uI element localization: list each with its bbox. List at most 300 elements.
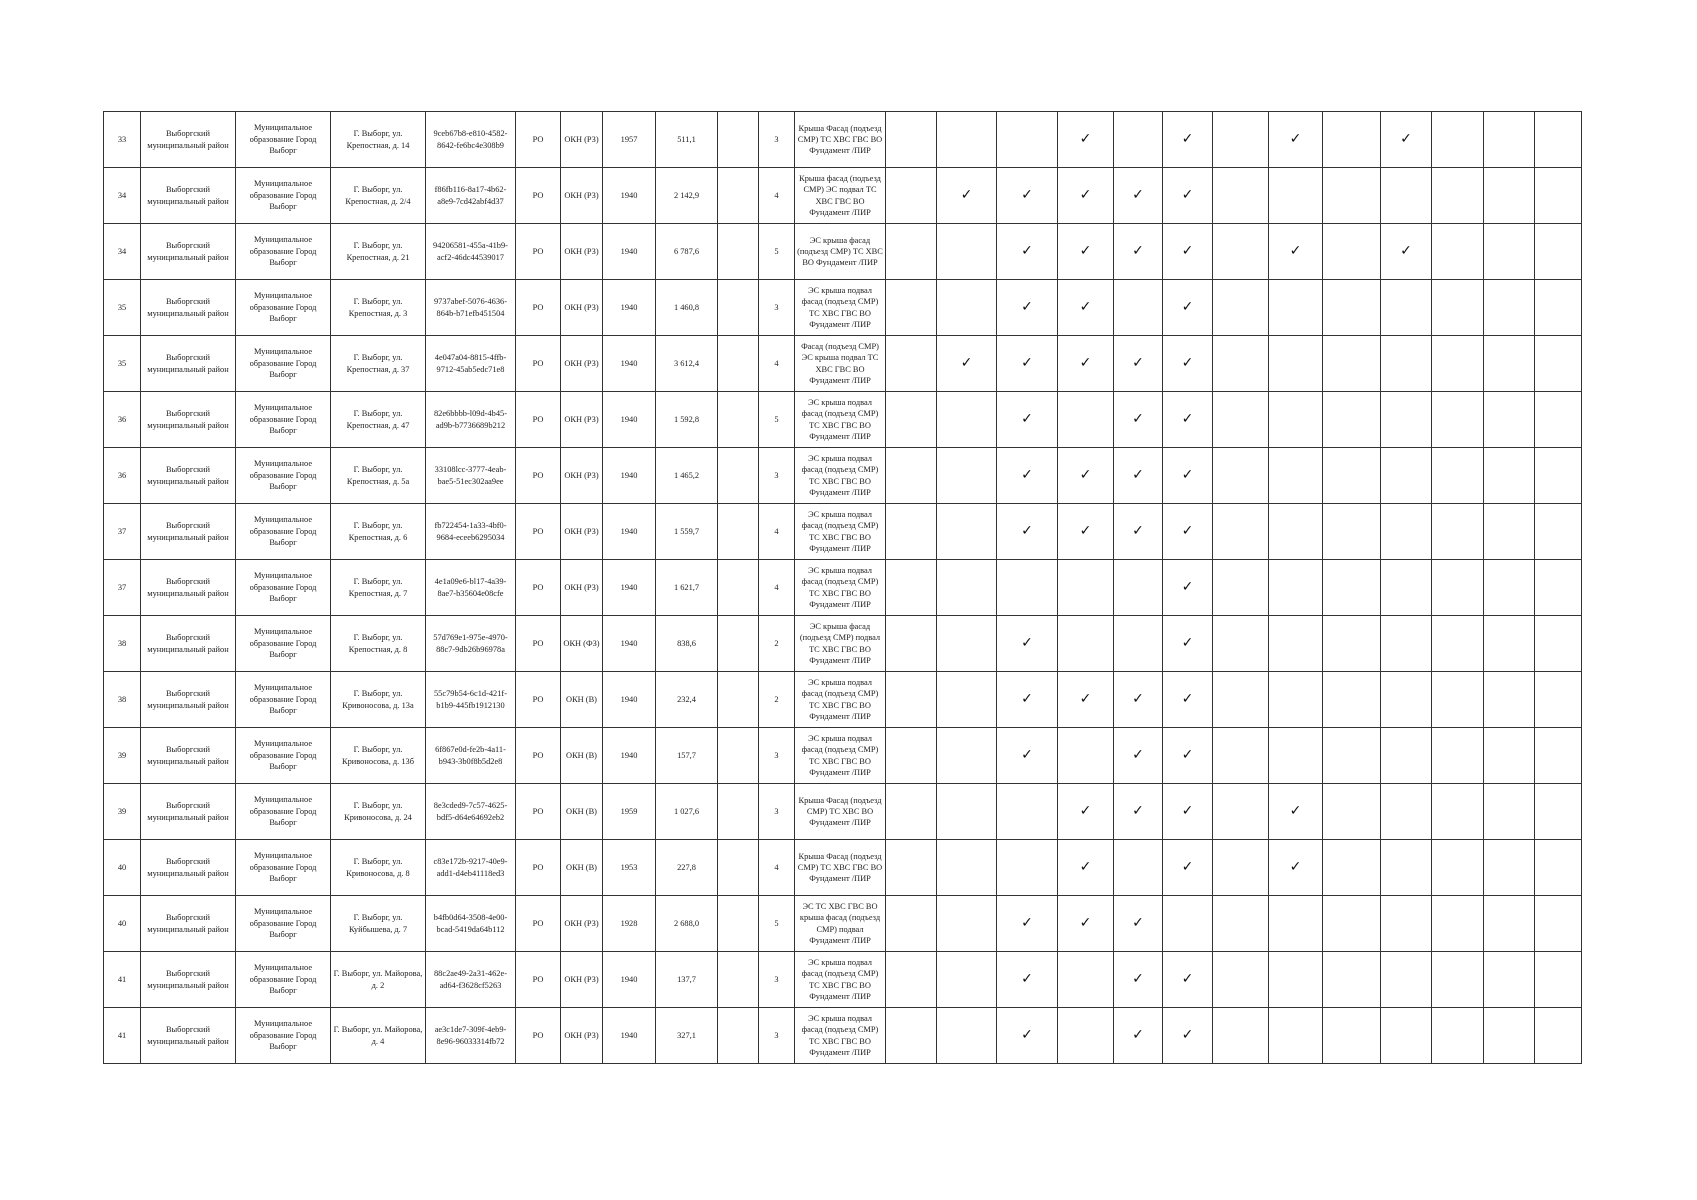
floors-cell: 4 <box>759 504 795 560</box>
check-cell-empty <box>1323 952 1381 1008</box>
check-cell-empty <box>937 784 997 840</box>
area-cell: 1 621,7 <box>656 560 718 616</box>
check-cell-empty <box>1269 1008 1323 1064</box>
check-mark-icon: ✓ <box>997 224 1058 280</box>
area-cell: 511,1 <box>656 112 718 168</box>
check-cell-empty <box>1269 336 1323 392</box>
row-number: 37 <box>104 560 141 616</box>
building-id-cell: 6f867e0d-fe2b-4a11-b943-3b0f8b5d2e8 <box>426 728 516 784</box>
works-list-cell: ЭС крыша подвал фасад (подъезд СМР) ТС ХВС ГВС ВО Фундамент /ПИР <box>795 448 886 504</box>
build-year-cell: 1940 <box>603 952 656 1008</box>
check-mark-icon: ✓ <box>1269 112 1323 168</box>
building-id-cell: 9ceb67b8-e810-4582-8642-fe6bc4e308b9 <box>426 112 516 168</box>
building-id-cell: 9737abef-5076-4636-864b-b71efb451504 <box>426 280 516 336</box>
check-cell-empty <box>937 896 997 952</box>
building-id-cell: c83e172b-9217-40e9-add1-d4eb41118ed3 <box>426 840 516 896</box>
check-cell-empty <box>1381 728 1432 784</box>
building-id-cell: 57d769e1-975e-4970-88c7-9db26b96978a <box>426 616 516 672</box>
funding-form-cell: РО <box>516 616 561 672</box>
build-year-cell: 1940 <box>603 168 656 224</box>
heritage-status-cell: ОКН (РЗ) <box>561 336 603 392</box>
check-cell-empty <box>1323 168 1381 224</box>
check-cell-empty <box>1269 728 1323 784</box>
check-cell-empty <box>1323 616 1381 672</box>
check-cell-empty <box>1432 784 1484 840</box>
funding-form-cell: РО <box>516 224 561 280</box>
row-number: 35 <box>104 336 141 392</box>
funding-form-cell: РО <box>516 896 561 952</box>
floors-cell: 2 <box>759 672 795 728</box>
empty-cell <box>718 840 759 896</box>
row-number: 37 <box>104 504 141 560</box>
check-cell-empty <box>1114 280 1163 336</box>
floors-cell: 4 <box>759 560 795 616</box>
area-cell: 2 142,9 <box>656 168 718 224</box>
check-cell-empty <box>937 672 997 728</box>
address-cell: Г. Выборг, ул. Крепостная, д. 6 <box>331 504 426 560</box>
check-mark-icon: ✓ <box>1163 952 1213 1008</box>
district-cell: Выборгский муниципальный район <box>141 224 236 280</box>
check-cell-empty <box>1432 616 1484 672</box>
works-list-cell: ЭС крыша подвал фасад (подъезд СМР) ТС ХВС ГВС ВО Фундамент /ПИР <box>795 728 886 784</box>
heritage-status-cell: ОКН (РЗ) <box>561 448 603 504</box>
area-cell: 1 460,8 <box>656 280 718 336</box>
heritage-status-cell: ОКН (РЗ) <box>561 560 603 616</box>
check-cell-empty <box>886 280 937 336</box>
check-cell-empty <box>1432 168 1484 224</box>
check-mark-icon: ✓ <box>1114 784 1163 840</box>
check-cell-empty <box>1381 896 1432 952</box>
check-cell-empty <box>1381 952 1432 1008</box>
check-mark-icon: ✓ <box>997 504 1058 560</box>
area-cell: 1 559,7 <box>656 504 718 560</box>
table-row <box>104 896 1582 952</box>
empty-cell <box>718 560 759 616</box>
empty-cell <box>718 896 759 952</box>
check-mark-icon: ✓ <box>1163 336 1213 392</box>
empty-cell <box>718 672 759 728</box>
table-body <box>104 112 1582 1064</box>
check-cell-empty <box>886 392 937 448</box>
check-mark-icon: ✓ <box>1381 112 1432 168</box>
municipality-cell: Муниципальное образование Город Выборг <box>236 1008 331 1064</box>
building-id-cell: 33108lcc-3777-4eab-bae5-51ec302aa9ee <box>426 448 516 504</box>
check-mark-icon: ✓ <box>1163 168 1213 224</box>
table-row <box>104 952 1582 1008</box>
works-list-cell: Крыша Фасад (подъезд СМР) ТС ХВС ГВС ВО Фундамент /ПИР <box>795 112 886 168</box>
check-cell-empty <box>886 952 937 1008</box>
check-cell-empty <box>1213 392 1269 448</box>
address-cell: Г. Выборг, ул. Кривоносова, д. 8 <box>331 840 426 896</box>
check-cell-empty <box>937 112 997 168</box>
check-cell-empty <box>1323 392 1381 448</box>
municipality-cell: Муниципальное образование Город Выборг <box>236 392 331 448</box>
check-cell-empty <box>1323 784 1381 840</box>
check-cell-empty <box>1535 728 1582 784</box>
floors-cell: 3 <box>759 112 795 168</box>
empty-cell <box>718 392 759 448</box>
check-cell-empty <box>1381 784 1432 840</box>
check-mark-icon: ✓ <box>1163 784 1213 840</box>
check-cell-empty <box>1114 560 1163 616</box>
check-cell-empty <box>1535 952 1582 1008</box>
building-id-cell: fb722454-1a33-4bf0-9684-eceeb6295034 <box>426 504 516 560</box>
table-row <box>104 840 1582 896</box>
district-cell: Выборгский муниципальный район <box>141 112 236 168</box>
works-list-cell: Фасад (подъезд СМР) ЭС крыша подвал ТС ХВС ГВС ВО Фундамент /ПИР <box>795 336 886 392</box>
check-cell-empty <box>1484 616 1535 672</box>
row-number: 34 <box>104 224 141 280</box>
check-cell-empty <box>1432 896 1484 952</box>
check-mark-icon: ✓ <box>1058 896 1114 952</box>
check-cell-empty <box>997 560 1058 616</box>
empty-cell <box>718 168 759 224</box>
check-cell-empty <box>1323 672 1381 728</box>
check-cell-empty <box>1323 1008 1381 1064</box>
address-cell: Г. Выборг, ул. Крепостная, д. 37 <box>331 336 426 392</box>
check-mark-icon: ✓ <box>1114 504 1163 560</box>
check-mark-icon: ✓ <box>1163 616 1213 672</box>
check-cell-empty <box>1058 392 1114 448</box>
works-list-cell: Крыша Фасад (подъезд СМР) ТС ХВС ВО Фундамент /ПИР <box>795 784 886 840</box>
table-row <box>104 336 1582 392</box>
check-mark-icon: ✓ <box>997 896 1058 952</box>
address-cell: Г. Выборг, ул. Кривоносова, д. 24 <box>331 784 426 840</box>
empty-cell <box>718 504 759 560</box>
district-cell: Выборгский муниципальный район <box>141 504 236 560</box>
check-cell-empty <box>1269 896 1323 952</box>
check-mark-icon: ✓ <box>997 1008 1058 1064</box>
check-mark-icon: ✓ <box>997 672 1058 728</box>
check-mark-icon: ✓ <box>1058 224 1114 280</box>
district-cell: Выборгский муниципальный район <box>141 840 236 896</box>
floors-cell: 5 <box>759 224 795 280</box>
check-mark-icon: ✓ <box>1114 224 1163 280</box>
check-mark-icon: ✓ <box>1269 224 1323 280</box>
check-cell-empty <box>886 168 937 224</box>
check-cell-empty <box>937 280 997 336</box>
works-list-cell: ЭС крыша подвал фасад (подъезд СМР) ТС ХВС ГВС ВО Фундамент /ПИР <box>795 560 886 616</box>
check-cell-empty <box>1535 168 1582 224</box>
build-year-cell: 1957 <box>603 112 656 168</box>
check-cell-empty <box>1381 616 1432 672</box>
check-cell-empty <box>1269 168 1323 224</box>
check-cell-empty <box>1058 560 1114 616</box>
build-year-cell: 1953 <box>603 840 656 896</box>
check-mark-icon: ✓ <box>1114 896 1163 952</box>
check-mark-icon: ✓ <box>1114 168 1163 224</box>
check-cell-empty <box>1381 1008 1432 1064</box>
check-cell-empty <box>1484 784 1535 840</box>
check-cell-empty <box>886 224 937 280</box>
works-list-cell: ЭС ТС ХВС ГВС ВО крыша фасад (подъезд СМР) подвал Фундамент /ПИР <box>795 896 886 952</box>
check-mark-icon: ✓ <box>1163 1008 1213 1064</box>
district-cell: Выборгский муниципальный район <box>141 672 236 728</box>
building-id-cell: 4e047a04-8815-4ffb-9712-45ab5edc71e8 <box>426 336 516 392</box>
area-cell: 157,7 <box>656 728 718 784</box>
municipality-cell: Муниципальное образование Город Выборг <box>236 504 331 560</box>
municipality-cell: Муниципальное образование Город Выборг <box>236 672 331 728</box>
check-cell-empty <box>1432 840 1484 896</box>
municipality-cell: Муниципальное образование Город Выборг <box>236 112 331 168</box>
check-cell-empty <box>1535 672 1582 728</box>
check-cell-empty <box>1323 560 1381 616</box>
check-cell-empty <box>1213 672 1269 728</box>
district-cell: Выборгский муниципальный район <box>141 336 236 392</box>
floors-cell: 5 <box>759 896 795 952</box>
heritage-status-cell: ОКН (РЗ) <box>561 896 603 952</box>
empty-cell <box>718 224 759 280</box>
municipality-cell: Муниципальное образование Город Выборг <box>236 168 331 224</box>
building-id-cell: b4fb0d64-3508-4e00-bcad-5419da64b112 <box>426 896 516 952</box>
check-cell-empty <box>1484 840 1535 896</box>
check-cell-empty <box>1323 112 1381 168</box>
check-cell-empty <box>1381 672 1432 728</box>
check-cell-empty <box>1432 112 1484 168</box>
check-cell-empty <box>1213 616 1269 672</box>
works-list-cell: ЭС крыша фасад (подъезд СМР) ТС ХВС ВО Фундамент /ПИР <box>795 224 886 280</box>
check-cell-empty <box>1213 560 1269 616</box>
check-cell-empty <box>997 784 1058 840</box>
check-cell-empty <box>1484 112 1535 168</box>
address-cell: Г. Выборг, ул. Крепостная, д. 47 <box>331 392 426 448</box>
heritage-status-cell: ОКН (В) <box>561 728 603 784</box>
check-cell-empty <box>1381 336 1432 392</box>
empty-cell <box>718 280 759 336</box>
funding-form-cell: РО <box>516 952 561 1008</box>
building-id-cell: 8e3cded9-7c57-4625-bdf5-d64e64692eb2 <box>426 784 516 840</box>
check-mark-icon: ✓ <box>1163 560 1213 616</box>
district-cell: Выборгский муниципальный район <box>141 728 236 784</box>
table-row <box>104 784 1582 840</box>
check-cell-empty <box>1432 336 1484 392</box>
check-cell-empty <box>1484 280 1535 336</box>
table-row <box>104 280 1582 336</box>
works-list-cell: ЭС крыша подвал фасад (подъезд СМР) ТС ХВС ГВС ВО Фундамент /ПИР <box>795 504 886 560</box>
check-cell-empty <box>1213 504 1269 560</box>
check-mark-icon: ✓ <box>1114 336 1163 392</box>
municipality-cell: Муниципальное образование Город Выборг <box>236 728 331 784</box>
check-cell-empty <box>1535 280 1582 336</box>
area-cell: 1 592,8 <box>656 392 718 448</box>
works-list-cell: ЭС крыша подвал фасад (подъезд СМР) ТС ХВС ГВС ВО Фундамент /ПИР <box>795 280 886 336</box>
table-row <box>104 672 1582 728</box>
check-mark-icon: ✓ <box>1163 672 1213 728</box>
district-cell: Выборгский муниципальный район <box>141 616 236 672</box>
table-row <box>104 168 1582 224</box>
funding-form-cell: РО <box>516 504 561 560</box>
check-cell-empty <box>1535 224 1582 280</box>
check-cell-empty <box>1323 448 1381 504</box>
check-cell-empty <box>1213 840 1269 896</box>
check-cell-empty <box>1114 616 1163 672</box>
area-cell: 1 465,2 <box>656 448 718 504</box>
works-list-cell: ЭС крыша подвал фасад (подъезд СМР) ТС ХВС ГВС ВО Фундамент /ПИР <box>795 952 886 1008</box>
check-cell-empty <box>937 952 997 1008</box>
funding-form-cell: РО <box>516 168 561 224</box>
heritage-status-cell: ОКН (В) <box>561 784 603 840</box>
check-cell-empty <box>937 504 997 560</box>
row-number: 38 <box>104 616 141 672</box>
table-row <box>104 616 1582 672</box>
check-cell-empty <box>1114 112 1163 168</box>
row-number: 35 <box>104 280 141 336</box>
works-list-cell: Крыша фасад (подъезд СМР) ЭС подвал ТС ХВС ГВС ВО Фундамент /ПИР <box>795 168 886 224</box>
check-cell-empty <box>1213 336 1269 392</box>
check-cell-empty <box>886 728 937 784</box>
table-row <box>104 448 1582 504</box>
check-mark-icon: ✓ <box>1163 728 1213 784</box>
empty-cell <box>718 616 759 672</box>
area-cell: 137,7 <box>656 952 718 1008</box>
heritage-status-cell: ОКН (РЗ) <box>561 1008 603 1064</box>
address-cell: Г. Выборг, ул. Крепостная, д. 5а <box>331 448 426 504</box>
table-row <box>104 1008 1582 1064</box>
check-cell-empty <box>886 112 937 168</box>
check-cell-empty <box>1432 1008 1484 1064</box>
check-mark-icon: ✓ <box>1058 336 1114 392</box>
check-mark-icon: ✓ <box>997 952 1058 1008</box>
area-cell: 1 027,6 <box>656 784 718 840</box>
check-cell-empty <box>1323 896 1381 952</box>
check-cell-empty <box>1484 672 1535 728</box>
check-cell-empty <box>1484 560 1535 616</box>
check-cell-empty <box>1269 672 1323 728</box>
check-cell-empty <box>937 728 997 784</box>
check-cell-empty <box>1432 280 1484 336</box>
empty-cell <box>718 448 759 504</box>
district-cell: Выборгский муниципальный район <box>141 168 236 224</box>
check-mark-icon: ✓ <box>1163 112 1213 168</box>
check-cell-empty <box>1323 504 1381 560</box>
build-year-cell: 1940 <box>603 448 656 504</box>
check-cell-empty <box>1484 504 1535 560</box>
check-mark-icon: ✓ <box>1058 168 1114 224</box>
address-cell: Г. Выборг, ул. Кривоносова, д. 13а <box>331 672 426 728</box>
check-mark-icon: ✓ <box>997 336 1058 392</box>
district-cell: Выборгский муниципальный район <box>141 560 236 616</box>
check-mark-icon: ✓ <box>1114 448 1163 504</box>
works-list-cell: Крыша Фасад (подъезд СМР) ТС ХВС ГВС ВО Фундамент /ПИР <box>795 840 886 896</box>
check-cell-empty <box>1535 840 1582 896</box>
heritage-status-cell: ОКН (РЗ) <box>561 280 603 336</box>
check-cell-empty <box>1213 896 1269 952</box>
check-cell-empty <box>1213 952 1269 1008</box>
build-year-cell: 1959 <box>603 784 656 840</box>
address-cell: Г. Выборг, ул. Крепостная, д. 3 <box>331 280 426 336</box>
check-mark-icon: ✓ <box>1114 728 1163 784</box>
check-cell-empty <box>1058 616 1114 672</box>
table-row <box>104 224 1582 280</box>
check-cell-empty <box>1432 560 1484 616</box>
address-cell: Г. Выборг, ул. Майорова, д. 4 <box>331 1008 426 1064</box>
check-cell-empty <box>937 560 997 616</box>
check-cell-empty <box>1535 112 1582 168</box>
check-cell-empty <box>1484 224 1535 280</box>
check-cell-empty <box>997 112 1058 168</box>
check-mark-icon: ✓ <box>997 280 1058 336</box>
check-mark-icon: ✓ <box>937 336 997 392</box>
heritage-status-cell: ОКН (РЗ) <box>561 504 603 560</box>
works-list-cell: ЭС крыша подвал фасад (подъезд СМР) ТС ХВС ГВС ВО Фундамент /ПИР <box>795 672 886 728</box>
floors-cell: 3 <box>759 280 795 336</box>
check-mark-icon: ✓ <box>997 448 1058 504</box>
check-cell-empty <box>937 840 997 896</box>
municipality-cell: Муниципальное образование Город Выборг <box>236 896 331 952</box>
check-cell-empty <box>1269 504 1323 560</box>
floors-cell: 3 <box>759 1008 795 1064</box>
check-cell-empty <box>1269 616 1323 672</box>
check-cell-empty <box>937 448 997 504</box>
check-cell-empty <box>1381 168 1432 224</box>
heritage-status-cell: ОКН (ФЗ) <box>561 616 603 672</box>
building-id-cell: ae3c1de7-309f-4eb9-8e96-96033314fb72 <box>426 1008 516 1064</box>
empty-cell <box>718 728 759 784</box>
check-mark-icon: ✓ <box>1114 672 1163 728</box>
check-mark-icon: ✓ <box>1058 112 1114 168</box>
heritage-status-cell: ОКН (РЗ) <box>561 392 603 448</box>
check-mark-icon: ✓ <box>1269 840 1323 896</box>
empty-cell <box>718 1008 759 1064</box>
empty-cell <box>718 784 759 840</box>
check-cell-empty <box>1535 392 1582 448</box>
check-cell-empty <box>886 616 937 672</box>
check-cell-empty <box>1484 896 1535 952</box>
building-id-cell: 88c2ae49-2a31-462e-ad64-f3628cf5263 <box>426 952 516 1008</box>
check-cell-empty <box>1381 504 1432 560</box>
check-cell-empty <box>937 392 997 448</box>
municipality-cell: Муниципальное образование Город Выборг <box>236 280 331 336</box>
check-cell-empty <box>1432 504 1484 560</box>
check-cell-empty <box>1381 840 1432 896</box>
row-number: 40 <box>104 896 141 952</box>
check-mark-icon: ✓ <box>1058 672 1114 728</box>
funding-form-cell: РО <box>516 840 561 896</box>
check-cell-empty <box>886 504 937 560</box>
check-cell-empty <box>1381 392 1432 448</box>
area-cell: 3 612,4 <box>656 336 718 392</box>
municipality-cell: Муниципальное образование Город Выборг <box>236 840 331 896</box>
check-cell-empty <box>1432 952 1484 1008</box>
check-mark-icon: ✓ <box>997 168 1058 224</box>
funding-form-cell: РО <box>516 112 561 168</box>
funding-form-cell: РО <box>516 784 561 840</box>
table-row <box>104 392 1582 448</box>
row-number: 36 <box>104 392 141 448</box>
check-cell-empty <box>1213 1008 1269 1064</box>
check-cell-empty <box>1432 672 1484 728</box>
building-id-cell: 94206581-455a-41b9-acf2-46dc44539017 <box>426 224 516 280</box>
check-cell-empty <box>1213 448 1269 504</box>
check-cell-empty <box>1269 392 1323 448</box>
address-cell: Г. Выборг, ул. Куйбышева, д. 7 <box>331 896 426 952</box>
table-row <box>104 504 1582 560</box>
district-cell: Выборгский муниципальный район <box>141 448 236 504</box>
area-cell: 6 787,6 <box>656 224 718 280</box>
build-year-cell: 1940 <box>603 504 656 560</box>
floors-cell: 4 <box>759 168 795 224</box>
floors-cell: 2 <box>759 616 795 672</box>
check-cell-empty <box>1432 224 1484 280</box>
check-cell-empty <box>1323 336 1381 392</box>
check-cell-empty <box>1535 896 1582 952</box>
check-cell-empty <box>1269 280 1323 336</box>
funding-form-cell: РО <box>516 336 561 392</box>
check-mark-icon: ✓ <box>997 392 1058 448</box>
check-cell-empty <box>1323 224 1381 280</box>
building-id-cell: f86fb116-8a17-4b62-a8e9-7cd42abf4d37 <box>426 168 516 224</box>
table-row <box>104 728 1582 784</box>
